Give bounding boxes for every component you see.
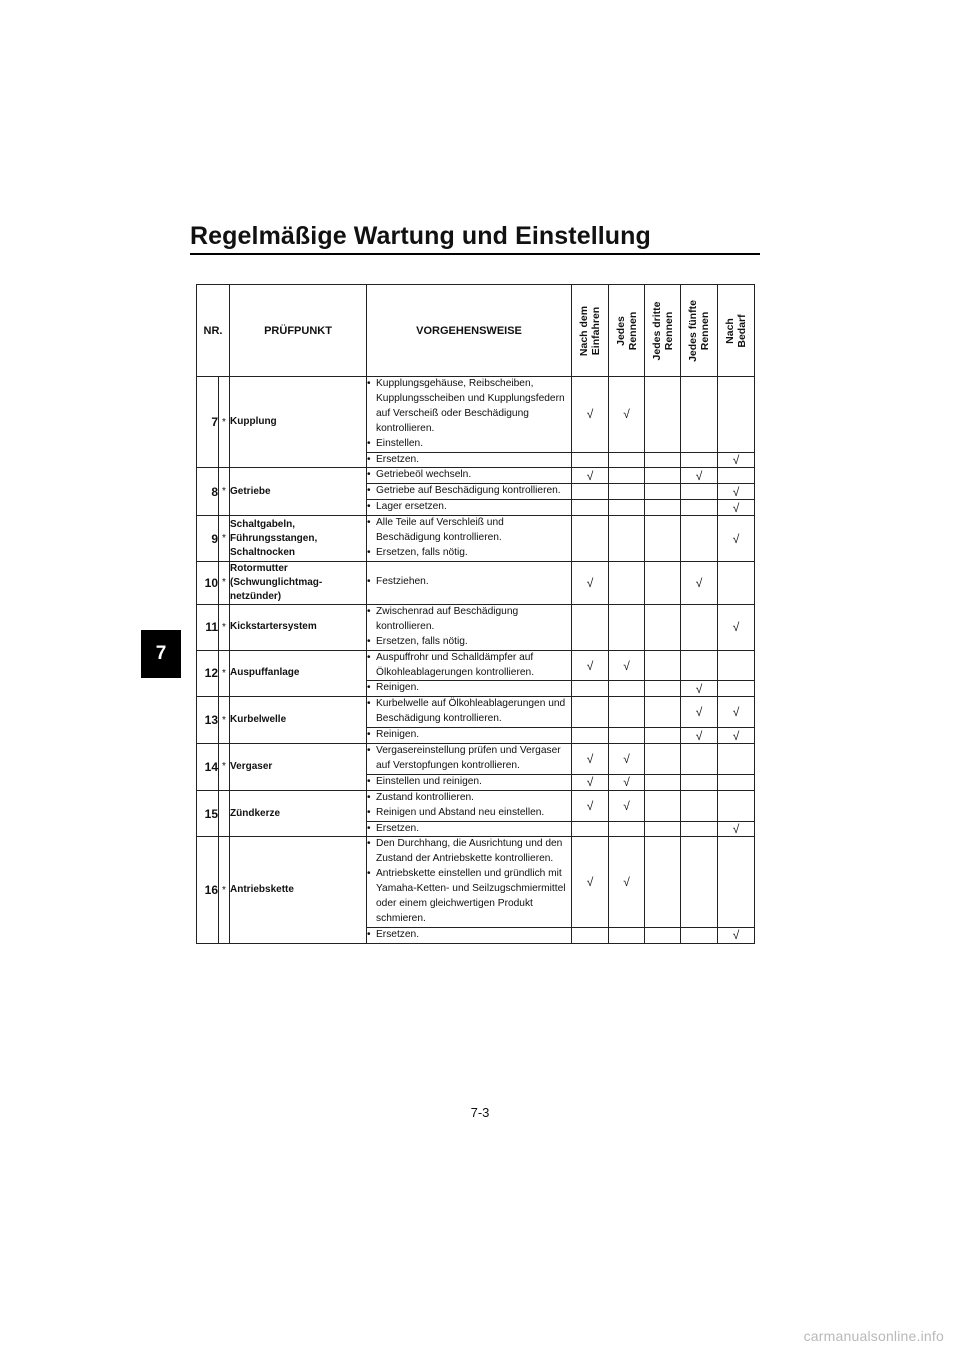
- procedure-cell: [367, 774, 572, 790]
- col-header-nr: NR.: [197, 285, 230, 377]
- procedure-step: • Festziehen.: [367, 575, 571, 590]
- procedure-step: • Den Durchhang, die Ausrichtung und den Zustand der Antriebskette kontrollieren.: [367, 837, 571, 867]
- table-row: [197, 377, 755, 453]
- interval-check-mark: [681, 821, 718, 837]
- interval-check-mark: [645, 821, 681, 837]
- interval-check-mark: √: [609, 650, 645, 681]
- row-number: 7: [197, 377, 219, 468]
- procedure-step: • Getriebeöl wechseln.: [367, 468, 571, 483]
- interval-check-mark: √: [609, 377, 645, 453]
- table-row: [197, 744, 755, 775]
- interval-check-mark: [609, 500, 645, 516]
- interval-check-mark: [681, 927, 718, 943]
- procedure-cell: [367, 500, 572, 516]
- interval-check-mark: [718, 377, 755, 453]
- check-item: Antriebskette: [230, 837, 367, 943]
- interval-check-mark: [645, 927, 681, 943]
- interval-check-mark: [572, 516, 609, 562]
- procedure-step: • Auspuffrohr und Schalldämpfer auf Ölkohleablagerungen kontrollieren.: [367, 651, 571, 681]
- procedure-cell: [367, 697, 572, 728]
- interval-check-mark: [681, 377, 718, 453]
- interval-check-mark: [572, 697, 609, 728]
- procedure-cell: [367, 516, 572, 562]
- interval-check-mark: [645, 697, 681, 728]
- interval-check-mark: [645, 650, 681, 681]
- interval-check-mark: [718, 837, 755, 927]
- interval-check-mark: √: [609, 744, 645, 775]
- dealer-service-marker: *: [219, 837, 230, 943]
- procedure-step: • Antriebskette einstellen und gründlich mit Yamaha-Ketten- und Seilzugschmiermittel oder einem gleichwertigen Produkt schmieren.: [367, 867, 571, 927]
- procedure-step: • Reinigen.: [367, 728, 571, 743]
- interval-check-mark: √: [681, 728, 718, 744]
- procedure-step: • Reinigen und Abstand neu einstellen.: [367, 806, 571, 821]
- interval-check-mark: [718, 681, 755, 697]
- procedure-step: • Ersetzen.: [367, 928, 571, 943]
- interval-check-mark: √: [572, 468, 609, 484]
- row-number: 15: [197, 790, 219, 837]
- table-row: [197, 604, 755, 650]
- col-header-label: Jedes dritte Rennen: [650, 301, 675, 360]
- procedure-cell: [367, 468, 572, 484]
- interval-check-mark: [681, 774, 718, 790]
- procedure-cell: [367, 821, 572, 837]
- check-item: Schaltgabeln, Führungsstangen, Schaltnocken: [230, 516, 367, 562]
- interval-check-mark: [681, 500, 718, 516]
- procedure-step: • Kurbelwelle auf Ölkohleablagerungen und Beschädigung kontrollieren.: [367, 697, 571, 727]
- maintenance-table-body: [197, 377, 755, 944]
- interval-check-mark: √: [718, 452, 755, 468]
- interval-check-mark: [609, 468, 645, 484]
- interval-check-mark: [609, 604, 645, 650]
- title-rule: [190, 253, 760, 255]
- check-item: Kupplung: [230, 377, 367, 468]
- interval-check-mark: √: [609, 774, 645, 790]
- interval-check-mark: [645, 468, 681, 484]
- dealer-service-marker: *: [219, 697, 230, 744]
- interval-check-mark: [681, 744, 718, 775]
- interval-check-mark: [609, 561, 645, 604]
- procedure-cell: [367, 604, 572, 650]
- interval-check-mark: [645, 837, 681, 927]
- row-number: 11: [197, 604, 219, 650]
- interval-check-mark: [718, 744, 755, 775]
- procedure-cell: [367, 790, 572, 821]
- procedure-cell: [367, 452, 572, 468]
- table-row: [197, 516, 755, 562]
- interval-check-mark: √: [718, 500, 755, 516]
- interval-check-mark: √: [718, 821, 755, 837]
- interval-check-mark: [645, 604, 681, 650]
- interval-check-mark: [609, 697, 645, 728]
- interval-check-mark: [572, 728, 609, 744]
- dealer-service-marker: *: [219, 650, 230, 697]
- table-row: [197, 468, 755, 484]
- col-header-label: Jedes fünfte Rennen: [687, 299, 712, 362]
- procedure-cell: [367, 837, 572, 927]
- interval-check-mark: √: [572, 837, 609, 927]
- interval-check-mark: [718, 790, 755, 821]
- interval-check-mark: [645, 516, 681, 562]
- interval-check-mark: [609, 516, 645, 562]
- procedure-cell: [367, 927, 572, 943]
- check-item: Rotormutter (Schwunglichtmag-netzünder): [230, 561, 367, 604]
- interval-check-mark: [572, 604, 609, 650]
- interval-check-mark: √: [572, 790, 609, 821]
- dealer-service-marker: *: [219, 516, 230, 562]
- interval-check-mark: [681, 837, 718, 927]
- procedure-step: • Zustand kontrollieren.: [367, 791, 571, 806]
- interval-check-mark: [645, 377, 681, 453]
- interval-check-mark: [645, 561, 681, 604]
- col-header-item: PRÜFPUNKT: [230, 285, 367, 377]
- procedure-step: • Getriebe auf Beschädigung kontrollieren.: [367, 484, 571, 499]
- procedure-step: • Vergasereinstellung prüfen und Vergaser auf Verstopfungen kontrollieren.: [367, 744, 571, 774]
- check-item: Zündkerze: [230, 790, 367, 837]
- interval-check-mark: [681, 790, 718, 821]
- dealer-service-marker: *: [219, 468, 230, 516]
- row-number: 13: [197, 697, 219, 744]
- chapter-tab: 7: [141, 630, 181, 678]
- table-row: [197, 561, 755, 604]
- interval-check-mark: [609, 681, 645, 697]
- page-title: Regelmäßige Wartung und Einstellung: [190, 222, 651, 250]
- procedure-step: • Zwischenrad auf Beschädigung kontrollieren.: [367, 605, 571, 635]
- check-item: Auspuffanlage: [230, 650, 367, 697]
- interval-check-mark: [645, 681, 681, 697]
- procedure-cell: [367, 561, 572, 604]
- dealer-service-marker: *: [219, 744, 230, 791]
- interval-check-mark: [645, 774, 681, 790]
- procedure-cell: [367, 744, 572, 775]
- interval-check-mark: √: [681, 681, 718, 697]
- table-row: [197, 650, 755, 681]
- interval-check-mark: √: [718, 697, 755, 728]
- col-header-every-fifth-race: [681, 285, 718, 377]
- interval-check-mark: √: [718, 604, 755, 650]
- interval-check-mark: √: [609, 837, 645, 927]
- interval-check-mark: √: [572, 561, 609, 604]
- interval-check-mark: √: [572, 774, 609, 790]
- col-header-label: Nach Bedarf: [724, 313, 749, 348]
- dealer-service-marker: *: [219, 604, 230, 650]
- interval-check-mark: [572, 821, 609, 837]
- procedure-step: • Lager ersetzen.: [367, 500, 571, 515]
- interval-check-mark: [681, 484, 718, 500]
- interval-check-mark: [718, 468, 755, 484]
- interval-check-mark: [718, 561, 755, 604]
- dealer-service-marker: *: [219, 377, 230, 468]
- interval-check-mark: [572, 452, 609, 468]
- col-header-after-break-in: [572, 285, 609, 377]
- row-number: 9: [197, 516, 219, 562]
- col-header-every-third-race: [645, 285, 681, 377]
- check-item: Vergaser: [230, 744, 367, 791]
- procedure-step: • Ersetzen.: [367, 822, 571, 837]
- interval-check-mark: √: [572, 650, 609, 681]
- interval-check-mark: [645, 728, 681, 744]
- row-number: 8: [197, 468, 219, 516]
- interval-check-mark: √: [718, 927, 755, 943]
- interval-check-mark: √: [681, 561, 718, 604]
- page-number: 7-3: [470, 1105, 490, 1120]
- interval-check-mark: [645, 744, 681, 775]
- procedure-step: • Einstellen.: [367, 437, 571, 452]
- procedure-step: • Ersetzen, falls nötig.: [367, 635, 571, 650]
- table-row: [197, 697, 755, 728]
- row-number: 14: [197, 744, 219, 791]
- interval-check-mark: [572, 681, 609, 697]
- row-number: 16: [197, 837, 219, 943]
- interval-check-mark: [609, 927, 645, 943]
- procedure-cell: [367, 484, 572, 500]
- table-header-row: [197, 285, 755, 377]
- interval-check-mark: √: [609, 790, 645, 821]
- col-header-label: Jedes Rennen: [614, 311, 639, 350]
- interval-check-mark: √: [718, 728, 755, 744]
- col-header-as-required: [718, 285, 755, 377]
- procedure-cell: [367, 377, 572, 453]
- interval-check-mark: [572, 484, 609, 500]
- interval-check-mark: [681, 452, 718, 468]
- row-number: 10: [197, 561, 219, 604]
- interval-check-mark: √: [681, 697, 718, 728]
- interval-check-mark: [609, 728, 645, 744]
- procedure-step: • Einstellen und reinigen.: [367, 775, 571, 790]
- procedure-step: • Kupplungsgehäuse, Reibscheiben, Kupplungsscheiben und Kupplungsfedern auf Verscheiß oder Beschädigung kontrollieren.: [367, 377, 571, 437]
- table-row: [197, 837, 755, 927]
- interval-check-mark: √: [572, 377, 609, 453]
- col-header-label: Nach dem Einfahren: [578, 305, 603, 356]
- check-item: Kickstartersystem: [230, 604, 367, 650]
- interval-check-mark: √: [718, 484, 755, 500]
- table-row: [197, 790, 755, 821]
- col-header-every-race: [609, 285, 645, 377]
- interval-check-mark: [645, 500, 681, 516]
- interval-check-mark: √: [718, 516, 755, 562]
- interval-check-mark: √: [572, 744, 609, 775]
- interval-check-mark: [718, 774, 755, 790]
- interval-check-mark: [645, 484, 681, 500]
- procedure-step: • Ersetzen, falls nötig.: [367, 546, 571, 561]
- procedure-cell: [367, 728, 572, 744]
- interval-check-mark: [572, 500, 609, 516]
- interval-check-mark: [681, 650, 718, 681]
- procedure-step: • Alle Teile auf Verschleiß und Beschädigung kontrollieren.: [367, 516, 571, 546]
- interval-check-mark: [681, 516, 718, 562]
- interval-check-mark: [609, 452, 645, 468]
- procedure-cell: [367, 650, 572, 681]
- watermark: carmanualsonline.info: [803, 1328, 944, 1344]
- check-item: Getriebe: [230, 468, 367, 516]
- col-header-procedure: VORGEHENSWEISE: [367, 285, 572, 377]
- interval-check-mark: √: [681, 468, 718, 484]
- maintenance-table: [196, 284, 755, 944]
- dealer-service-marker: *: [219, 561, 230, 604]
- interval-check-mark: [572, 927, 609, 943]
- interval-check-mark: [681, 604, 718, 650]
- procedure-cell: [367, 681, 572, 697]
- check-item: Kurbelwelle: [230, 697, 367, 744]
- procedure-step: • Reinigen.: [367, 681, 571, 696]
- interval-check-mark: [609, 821, 645, 837]
- interval-check-mark: [718, 650, 755, 681]
- procedure-step: • Ersetzen.: [367, 453, 571, 468]
- interval-check-mark: [645, 452, 681, 468]
- interval-check-mark: [609, 484, 645, 500]
- interval-check-mark: [645, 790, 681, 821]
- row-number: 12: [197, 650, 219, 697]
- dealer-service-marker: [219, 790, 230, 837]
